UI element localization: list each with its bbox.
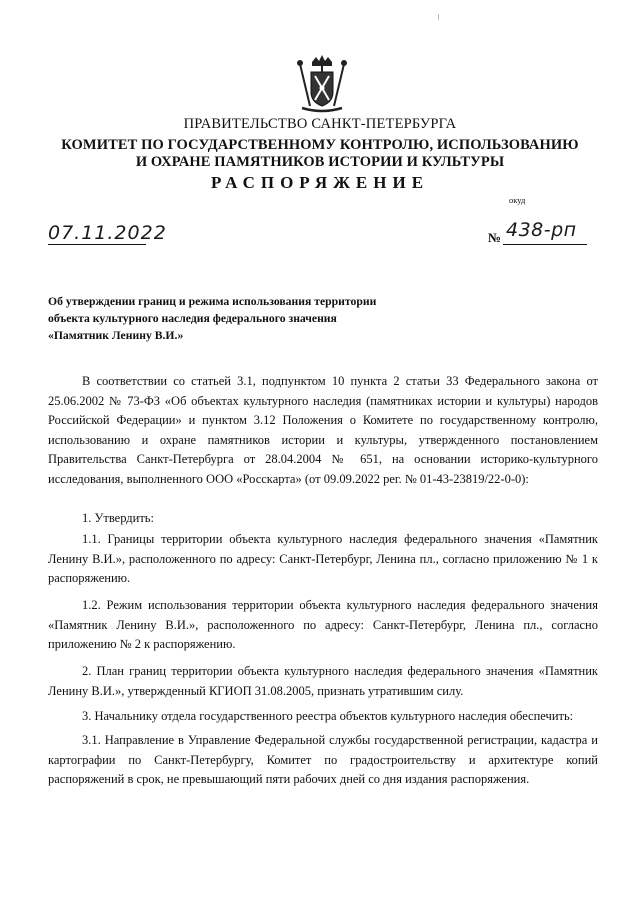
subject-line2: объекта культурного наследия федерального значения [48,312,337,325]
paragraph-item-1-1: 1.1. Границы территории объекта культурного наследия федерального значения «Памятник Ленину В.И.», расположенного по адресу: Санкт-Петербург, Ленина пл., согласно приложению № 1 к распоряжению. [48,532,598,586]
paragraph-item-2: 2. План границ территории объекта культурного наследия федерального значения «Памятник Ленину В.И.», утвержденный КГИОП 31.08.2005, признать утратившим силу. [48,664,598,698]
committee-title-line2: И ОХРАНЕ ПАМЯТНИКОВ ИСТОРИИ И КУЛЬТУРЫ [135,154,505,170]
subject-line1: Об утверждении границ и режима использования территории [48,295,377,308]
date-underline [48,244,146,245]
government-title: ПРАВИТЕЛЬСТВО САНКТ-ПЕТЕРБУРГА [183,116,457,132]
paragraph-preamble: В соответствии со статьей 3.1, подпунктом 10 пункта 2 статьи 33 Федерального закона от 25.06.2002 № 73-ФЗ «Об объектах культурного наследия (памятниках истории и культуры) народов Российской Федерации» и пунктом 3.12 Положения о Комитете по государственному контролю, использованию и охране памятников истории и культуры, утвержденного постановлением Правительства Санкт-Петербурга от 28.04.2004 № 651, на основании историко-культурного исследования, выполненного ООО «Росскарта» (от 09.09.2022 рег. № 01-43-23819/22-0-0): [48,374,598,486]
number-label: № [488,230,502,245]
okud-label: окуд [509,195,526,205]
scan-mark [438,14,439,20]
document-subject [48,293,376,344]
coat-of-arms-icon [292,54,352,114]
paragraph-item-3-1: 3.1. Направление в Управление Федеральной службы государственной регистрации, кадастра и картографии по Санкт-Петербургу, Комитет по градостроительству и архитектуре копий распоряжений в срок, не превышающий пяти рабочих дней со дня издания распоряжения. [48,733,598,787]
committee-title-line1: КОМИТЕТ ПО ГОСУДАРСТВЕННОМУ КОНТРОЛЮ, ИСПОЛЬЗОВАНИЮ [61,137,579,153]
number-underline [503,244,587,245]
document-number: 438-рп [506,219,577,241]
paragraph-item-3: 3. Начальнику отдела государственного реестра объектов культурного наследия обеспечить: [82,709,574,723]
document-date: 07.11.2022 [48,222,167,244]
paragraph-item-1-2: 1.2. Режим использования территории объекта культурного наследия федерального значения «Памятник Ленину В.И.», расположенного по адресу: Санкт-Петербург, Ленина пл., согласно приложению № 2 к распоряжению. [48,598,598,652]
subject-line3: «Памятник Ленину В.И.» [48,329,184,342]
document-type: РАСПОРЯЖЕНИЕ [210,173,430,192]
paragraph-item-1: 1. Утвердить: [82,511,154,525]
